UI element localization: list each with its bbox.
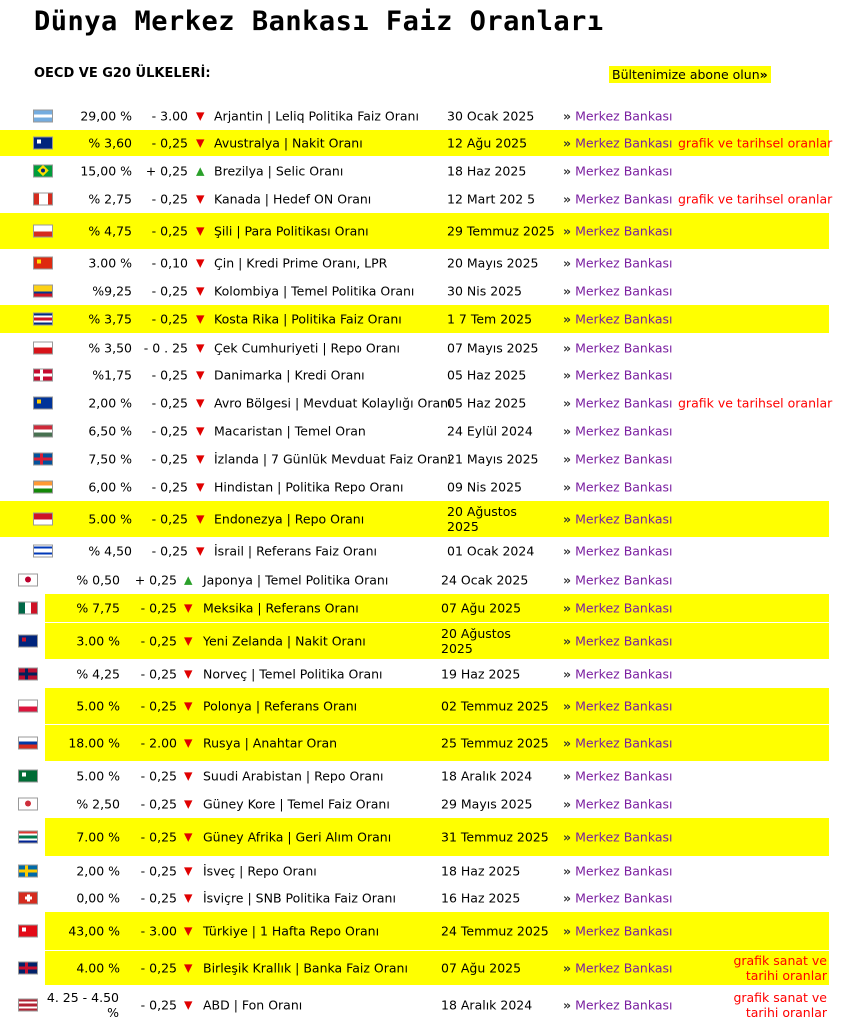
central-bank-label: Merkez Bankası <box>575 863 673 878</box>
central-bank-link[interactable] <box>563 340 673 355</box>
country-policy: İsveç | Repo Oranı <box>203 863 317 878</box>
arrow-down-icon: ▼ <box>196 544 205 557</box>
central-bank-label: Merkez Bankası <box>575 829 673 845</box>
rate-change: - 0,25 <box>151 451 188 467</box>
country-policy: Danimarka | Kredi Oranı <box>214 367 365 383</box>
arrow-down-icon: ▼ <box>196 424 205 438</box>
rate-change: - 0,25 <box>151 135 188 151</box>
announcement-date: 24 Temmuz 2025 <box>441 923 549 939</box>
country-policy: Çek Cumhuriyeti | Repo Oranı <box>214 340 400 355</box>
link-prefix: » <box>563 451 572 467</box>
announcement-date: 18 Aralık 2024 <box>441 997 533 1013</box>
central-bank-label: Merkez Bankası <box>575 283 673 299</box>
rate-value: 18.00 % <box>68 735 120 751</box>
rate-value: % 2,75 <box>88 191 132 206</box>
link-prefix: » <box>563 311 572 327</box>
country-policy: Çin | Kredi Prime Oranı, LPR <box>214 255 388 271</box>
link-prefix: » <box>563 135 572 151</box>
link-prefix: » <box>563 997 572 1013</box>
rate-value: % 0,50 <box>76 572 120 587</box>
announcement-date: 07 Ağu 2025 <box>441 960 522 976</box>
announcement-date: 21 Mayıs 2025 <box>447 451 539 467</box>
table-row <box>0 446 849 472</box>
central-bank-link[interactable] <box>563 634 673 649</box>
rate-change: - 0,25 <box>140 890 177 906</box>
country-policy: Kolombiya | Temel Politika Oranı <box>214 283 415 299</box>
central-bank-label: Merkez Bankası <box>575 340 673 355</box>
arrow-down-icon: ▼ <box>184 924 193 938</box>
central-bank-label: Merkez Bankası <box>575 423 673 439</box>
announcement-date: 07 Ağu 2025 <box>441 600 522 616</box>
central-bank-link[interactable] <box>563 830 673 845</box>
country-policy: Japonya | Temel Politika Oranı <box>203 572 389 587</box>
rate-change: - 2.00 <box>140 735 177 751</box>
country-policy: Macaristan | Temel Oran <box>214 423 366 439</box>
rate-change: - 0,25 <box>140 768 177 784</box>
country-policy: İsviçre | SNB Politika Faiz Oranı <box>203 890 396 906</box>
central-bank-label: Merkez Bankası <box>575 191 673 206</box>
table-row <box>0 305 849 333</box>
rate-change: - 0,25 <box>140 666 177 682</box>
central-bank-link[interactable] <box>563 109 673 124</box>
arrow-down-icon: ▼ <box>184 601 193 615</box>
rate-change: - 0,25 <box>151 423 188 439</box>
arrow-down-icon: ▼ <box>184 769 193 783</box>
table-row <box>0 912 849 950</box>
central-bank-link[interactable] <box>563 769 673 784</box>
central-bank-link[interactable] <box>563 191 673 206</box>
chart-history-link[interactable]: grafik sanat ve tarihi oranlar <box>733 990 827 1020</box>
table-row <box>0 987 849 1023</box>
rate-change: - 0,25 <box>151 223 188 239</box>
rate-value: 5.00 % <box>88 511 132 527</box>
rate-value: % 3,60 <box>88 135 132 151</box>
rate-change: - 0,25 <box>151 191 188 206</box>
arrow-down-icon: ▼ <box>196 312 205 326</box>
central-bank-label: Merkez Bankası <box>575 108 673 124</box>
rate-value: 7,50 % <box>88 451 132 467</box>
rate-value: % 4,50 <box>88 543 132 558</box>
table-row <box>0 818 849 856</box>
rate-change: - 0,25 <box>140 796 177 811</box>
central-bank-link[interactable] <box>563 736 673 751</box>
rate-value: 2,00 % <box>88 395 132 411</box>
central-bank-label: Merkez Bankası <box>575 543 673 558</box>
link-prefix: » <box>563 108 572 124</box>
arrow-down-icon: ▼ <box>184 634 193 648</box>
link-prefix: » <box>563 923 572 939</box>
arrow-down-icon: ▼ <box>196 192 205 205</box>
link-prefix: » <box>563 395 572 411</box>
central-bank-label: Merkez Bankası <box>575 890 673 906</box>
country-policy: Rusya | Anahtar Oran <box>203 735 338 751</box>
announcement-date: 29 Temmuz 2025 <box>447 223 555 239</box>
link-prefix: » <box>563 829 572 845</box>
central-bank-label: Merkez Bankası <box>575 735 673 751</box>
rate-value: 15,00 % <box>80 163 132 179</box>
country-policy: Endonezya | Repo Oranı <box>214 511 365 527</box>
arrow-down-icon: ▼ <box>196 480 205 494</box>
link-prefix: » <box>563 255 572 271</box>
announcement-date: 16 Haz 2025 <box>441 890 521 906</box>
announcement-date: 12 Ağu 2025 <box>447 135 528 151</box>
table-row <box>0 418 849 444</box>
link-prefix: » <box>563 890 572 906</box>
announcement-date: 29 Mayıs 2025 <box>441 796 533 811</box>
rate-change: - 0 . 25 <box>143 340 188 355</box>
arrow-down-icon: ▼ <box>184 667 193 681</box>
rate-change: - 0,25 <box>151 283 188 299</box>
section-title: OECD VE G20 ÜLKELERİ: <box>34 66 211 81</box>
central-bank-label: Merkez Bankası <box>575 633 673 649</box>
central-bank-label: Merkez Bankası <box>575 698 673 714</box>
rate-value: % 4,25 <box>76 666 120 682</box>
central-bank-link[interactable] <box>563 796 673 811</box>
central-bank-link[interactable] <box>563 667 673 682</box>
central-bank-link[interactable] <box>563 998 673 1013</box>
rate-value: 3.00 % <box>88 255 132 271</box>
subscribe-link[interactable] <box>609 66 771 83</box>
table-row <box>0 335 849 360</box>
central-bank-link[interactable] <box>563 452 673 467</box>
link-prefix: » <box>563 960 572 976</box>
central-bank-label: Merkez Bankası <box>575 666 673 682</box>
rate-value: 0,00 % <box>76 890 120 906</box>
central-bank-link[interactable] <box>563 601 673 616</box>
announcement-date: 31 Temmuz 2025 <box>441 829 549 845</box>
rate-change: - 0,25 <box>151 311 188 327</box>
rate-value: 4. 25 - 4.50 % <box>46 990 119 1020</box>
link-prefix: » <box>563 633 572 649</box>
announcement-date: 19 Haz 2025 <box>441 666 521 682</box>
country-policy: Avustralya | Nakit Oranı <box>214 135 363 151</box>
country-policy: Arjantin | Leliq Politika Faiz Oranı <box>214 108 419 124</box>
chart-history-link[interactable]: grafik sanat ve tarihi oranlar <box>733 953 827 983</box>
rate-change: - 0,25 <box>140 829 177 845</box>
table-row <box>0 951 849 985</box>
table-row <box>0 213 849 249</box>
announcement-date: 1 7 Tem 2025 <box>447 311 533 327</box>
arrow-down-icon: ▼ <box>184 864 193 877</box>
chart-history-link[interactable]: grafik ve tarihsel oranlar <box>678 135 833 151</box>
rate-value: % 3,50 <box>88 340 132 355</box>
link-prefix: » <box>563 600 572 616</box>
page-title: Dünya Merkez Bankası Faiz Oranları <box>34 6 604 37</box>
rate-change: - 0,25 <box>140 863 177 878</box>
central-bank-label: Merkez Bankası <box>575 511 673 527</box>
country-policy: İzlanda | 7 Günlük Mevduat Faiz Oranı <box>214 451 452 467</box>
country-policy: Yeni Zelanda | Nakit Oranı <box>203 633 366 649</box>
central-bank-link[interactable] <box>563 312 673 327</box>
central-bank-link[interactable] <box>563 396 673 411</box>
central-bank-link[interactable] <box>563 543 673 558</box>
chart-history-link[interactable]: grafik ve tarihsel oranlar <box>678 191 833 206</box>
announcement-date: 30 Ocak 2025 <box>447 108 535 124</box>
announcement-date: 25 Temmuz 2025 <box>441 735 549 751</box>
rate-change: - 0,25 <box>151 367 188 383</box>
country-policy: Avro Bölgesi | Mevduat Kolaylığı Oranı <box>214 395 452 411</box>
arrow-down-icon: ▼ <box>196 396 205 410</box>
announcement-date: 18 Aralık 2024 <box>441 768 533 784</box>
central-bank-label: Merkez Bankası <box>575 255 673 271</box>
link-prefix: » <box>563 340 572 355</box>
rate-change: - 0,25 <box>151 479 188 495</box>
table-row <box>0 567 849 592</box>
central-bank-link[interactable] <box>563 256 673 271</box>
arrow-down-icon: ▼ <box>196 136 205 150</box>
rate-value: %1,75 <box>92 367 132 383</box>
central-bank-link[interactable] <box>563 480 673 495</box>
rate-change: - 3.00 <box>151 108 188 124</box>
country-policy: Polonya | Referans Oranı <box>203 698 358 714</box>
announcement-date: 30 Nis 2025 <box>447 283 522 299</box>
central-bank-link[interactable] <box>563 891 673 906</box>
central-bank-label: Merkez Bankası <box>575 395 673 411</box>
announcement-date: 20 Ağustos 2025 <box>441 626 511 656</box>
central-bank-link[interactable] <box>563 224 673 239</box>
announcement-date: 05 Haz 2025 <box>447 367 527 383</box>
announcement-date: 02 Temmuz 2025 <box>441 698 549 714</box>
flag-usa-icon <box>18 999 38 1012</box>
arrow-down-icon: ▼ <box>184 699 193 713</box>
rate-value: %9,25 <box>92 283 132 299</box>
central-bank-label: Merkez Bankası <box>575 311 673 327</box>
rate-value: % 2,50 <box>76 796 120 811</box>
central-bank-label: Merkez Bankası <box>575 479 673 495</box>
arrow-down-icon: ▼ <box>184 797 193 810</box>
table-row <box>0 159 849 183</box>
arrow-down-icon: ▼ <box>184 891 193 905</box>
announcement-date: 12 Mart 202 5 <box>447 191 536 206</box>
central-bank-label: Merkez Bankası <box>575 572 673 587</box>
country-policy: ABD | Fon Oranı <box>203 997 303 1013</box>
rate-change: + 0,25 <box>145 163 188 179</box>
table-row <box>0 790 849 817</box>
country-policy: Hindistan | Politika Repo Oranı <box>214 479 404 495</box>
arrow-down-icon: ▼ <box>196 109 205 123</box>
rate-change: - 0,25 <box>140 997 177 1013</box>
central-bank-link[interactable] <box>563 863 673 878</box>
country-policy: Suudi Arabistan | Repo Oranı <box>203 768 384 784</box>
rate-change: - 0,25 <box>140 960 177 976</box>
rate-change: - 0,25 <box>140 698 177 714</box>
announcement-date: 05 Haz 2025 <box>447 395 527 411</box>
country-policy: İsrail | Referans Faiz Oranı <box>214 543 377 558</box>
central-bank-link[interactable] <box>563 424 673 439</box>
chart-history-link[interactable]: grafik ve tarihsel oranlar <box>678 395 833 411</box>
rate-change: - 0,25 <box>151 543 188 558</box>
arrow-down-icon: ▼ <box>196 512 205 526</box>
rate-change: - 0,10 <box>151 255 188 271</box>
central-bank-link[interactable] <box>563 699 673 714</box>
announcement-date: 24 Eylül 2024 <box>447 423 533 439</box>
country-policy: Kanada | Hedef ON Oranı <box>214 191 372 206</box>
central-bank-label: Merkez Bankası <box>575 163 673 179</box>
arrow-up-icon: ▲ <box>196 164 205 178</box>
rate-change: - 0,25 <box>151 395 188 411</box>
rate-value: 5.00 % <box>76 768 120 784</box>
table-row <box>0 474 849 500</box>
rate-value: 7.00 % <box>76 829 120 845</box>
rate-change: - 0,25 <box>140 633 177 649</box>
arrow-down-icon: ▼ <box>196 341 205 354</box>
rate-value: % 7,75 <box>76 600 120 616</box>
arrow-down-icon: ▼ <box>184 998 193 1012</box>
country-policy: Birleşik Krallık | Banka Faiz Oranı <box>203 960 408 976</box>
table-row <box>0 104 849 128</box>
link-prefix: » <box>563 511 572 527</box>
arrow-down-icon: ▼ <box>184 961 193 975</box>
table-row <box>0 278 849 304</box>
announcement-date: 24 Ocak 2025 <box>441 572 529 587</box>
link-prefix: » <box>563 191 572 206</box>
central-bank-link[interactable] <box>563 924 673 939</box>
table-row <box>0 725 849 761</box>
arrow-down-icon: ▼ <box>184 830 193 844</box>
announcement-date: 20 Ağustos 2025 <box>447 504 517 534</box>
central-bank-link[interactable] <box>563 572 673 587</box>
link-prefix: » <box>563 543 572 558</box>
link-prefix: » <box>563 572 572 587</box>
announcement-date: 20 Mayıs 2025 <box>447 255 539 271</box>
announcement-date: 09 Nis 2025 <box>447 479 522 495</box>
link-prefix: » <box>563 223 572 239</box>
subscribe-label: Bültenimize abone olun <box>612 67 760 82</box>
arrow-down-icon: ▼ <box>196 368 205 382</box>
link-prefix: » <box>563 698 572 714</box>
rate-change: + 0,25 <box>134 572 177 587</box>
central-bank-label: Merkez Bankası <box>575 135 673 151</box>
table-row <box>0 623 849 659</box>
table-row <box>0 390 849 416</box>
central-bank-label: Merkez Bankası <box>575 796 673 811</box>
link-prefix: » <box>563 796 572 811</box>
table-row <box>0 362 849 388</box>
announcement-date: 18 Haz 2025 <box>447 163 527 179</box>
announcement-date: 07 Mayıs 2025 <box>447 340 539 355</box>
link-prefix: » <box>563 283 572 299</box>
central-bank-label: Merkez Bankası <box>575 367 673 383</box>
link-prefix: » <box>563 863 572 878</box>
table-row <box>0 763 849 789</box>
central-bank-link[interactable] <box>563 136 673 151</box>
arrow-down-icon: ▼ <box>184 736 193 750</box>
rate-change: - 0,25 <box>151 511 188 527</box>
table-row <box>0 251 849 275</box>
table-row <box>0 186 849 211</box>
table-row <box>0 688 849 724</box>
country-policy: Türkiye | 1 Hafta Repo Oranı <box>203 923 380 939</box>
rate-value: 6,50 % <box>88 423 132 439</box>
rate-value: 6,00 % <box>88 479 132 495</box>
country-policy: Norveç | Temel Politika Oranı <box>203 666 383 682</box>
rate-value: % 3,75 <box>88 311 132 327</box>
rate-change: - 0,25 <box>140 600 177 616</box>
subscribe-arrow: » <box>759 67 768 82</box>
rate-change: - 3.00 <box>140 923 177 939</box>
link-prefix: » <box>563 163 572 179</box>
link-prefix: » <box>563 768 572 784</box>
country-policy: Şili | Para Politikası Oranı <box>214 223 369 239</box>
central-bank-label: Merkez Bankası <box>575 600 673 616</box>
central-bank-label: Merkez Bankası <box>575 768 673 784</box>
central-bank-link[interactable] <box>563 512 673 527</box>
link-prefix: » <box>563 666 572 682</box>
link-prefix: » <box>563 735 572 751</box>
announcement-date: 01 Ocak 2024 <box>447 543 535 558</box>
rate-value: 5.00 % <box>76 698 120 714</box>
arrow-up-icon: ▲ <box>184 573 193 586</box>
central-bank-link[interactable] <box>563 284 673 299</box>
central-bank-link[interactable] <box>563 164 673 179</box>
country-policy: Güney Kore | Temel Faiz Oranı <box>203 796 390 811</box>
announcement-date: 18 Haz 2025 <box>441 863 521 878</box>
rate-value: % 4,75 <box>88 223 132 239</box>
table-row <box>0 501 849 537</box>
arrow-down-icon: ▼ <box>196 284 205 298</box>
rate-value: 4.00 % <box>76 960 120 976</box>
table-row <box>0 885 849 911</box>
central-bank-link[interactable] <box>563 368 673 383</box>
country-policy: Kosta Rika | Politika Faiz Oranı <box>214 311 402 327</box>
arrow-down-icon: ▼ <box>196 224 205 238</box>
table-row <box>0 130 849 156</box>
central-bank-label: Merkez Bankası <box>575 223 673 239</box>
rate-value: 43,00 % <box>68 923 120 939</box>
rate-value: 2,00 % <box>76 863 120 878</box>
table-row <box>0 661 849 687</box>
central-bank-link[interactable] <box>563 961 673 976</box>
country-policy: Güney Afrika | Geri Alım Oranı <box>203 829 392 845</box>
link-prefix: » <box>563 367 572 383</box>
central-bank-label: Merkez Bankası <box>575 451 673 467</box>
central-bank-label: Merkez Bankası <box>575 997 673 1013</box>
country-policy: Brezilya | Selic Oranı <box>214 163 344 179</box>
arrow-down-icon: ▼ <box>196 452 205 466</box>
central-bank-label: Merkez Bankası <box>575 923 673 939</box>
link-prefix: » <box>563 479 572 495</box>
table-row <box>0 858 849 883</box>
link-prefix: » <box>563 423 572 439</box>
table-row <box>0 538 849 563</box>
rate-value: 29,00 % <box>80 108 132 124</box>
table-row <box>0 594 849 622</box>
arrow-down-icon: ▼ <box>196 256 205 270</box>
rate-value: 3.00 % <box>76 633 120 649</box>
country-policy: Meksika | Referans Oranı <box>203 600 359 616</box>
central-bank-label: Merkez Bankası <box>575 960 673 976</box>
